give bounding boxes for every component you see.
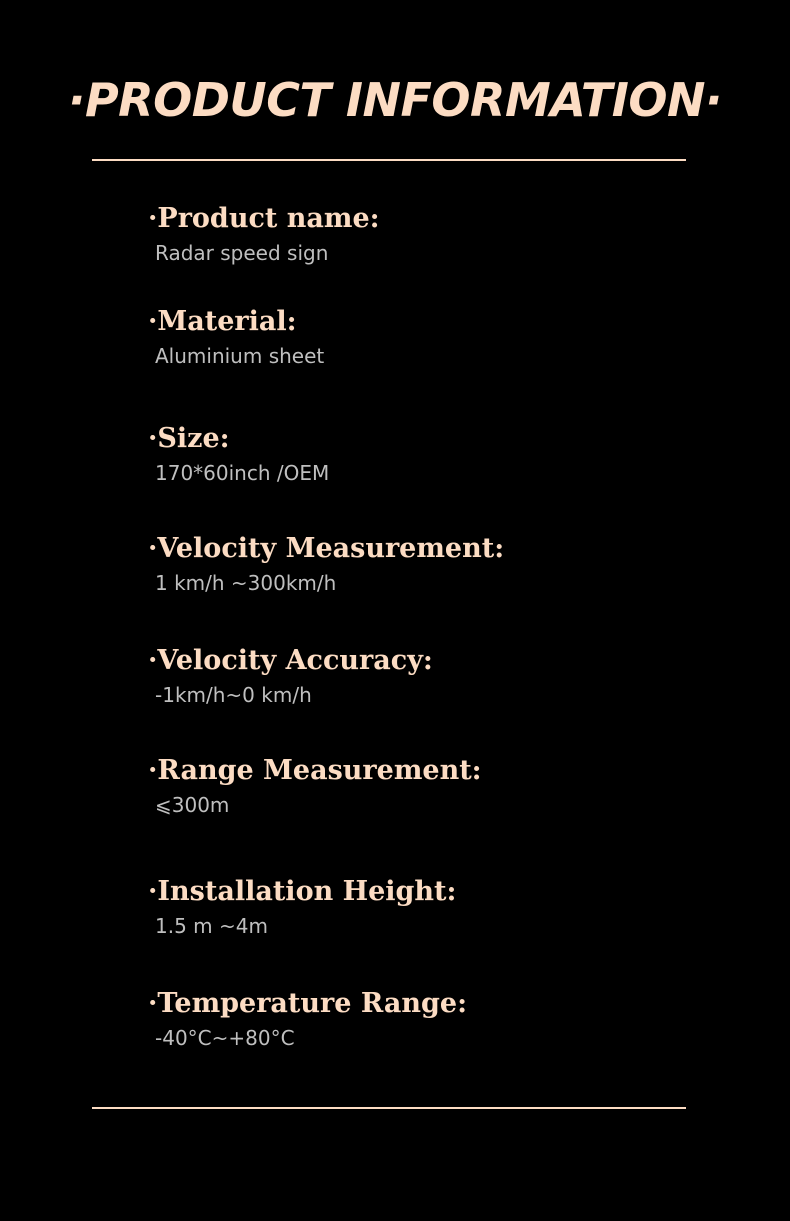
spec-label: ·Size:	[148, 423, 230, 454]
spec-product-name	[148, 202, 708, 266]
spec-label: ·Material:	[148, 306, 297, 337]
spec-label: ·Velocity Measurement:	[148, 533, 505, 564]
spec-range-measurement	[148, 754, 708, 818]
spec-value: 170*60inch /OEM	[155, 461, 330, 485]
spec-installation-height	[148, 875, 708, 939]
spec-label: ·Velocity Accuracy:	[148, 645, 433, 676]
spec-velocity-measurement	[148, 532, 708, 596]
spec-value: Aluminium sheet	[155, 344, 325, 368]
divider-bottom	[92, 1107, 686, 1109]
spec-label: ·Temperature Range:	[148, 988, 468, 1019]
divider-top	[92, 159, 686, 161]
spec-temperature-range	[148, 987, 708, 1051]
spec-material	[148, 305, 708, 369]
spec-value: -40°C~+80°C	[155, 1026, 295, 1050]
spec-value: 1 km/h ~300km/h	[155, 571, 337, 595]
spec-value: Radar speed sign	[155, 241, 329, 265]
spec-label: ·Range Measurement:	[148, 755, 482, 786]
spec-label: ·Installation Height:	[148, 876, 457, 907]
spec-velocity-accuracy	[148, 644, 708, 708]
spec-value: 1.5 m ~4m	[155, 914, 268, 938]
spec-value: -1km/h~0 km/h	[155, 683, 312, 707]
spec-value: ⩽300m	[155, 793, 230, 817]
spec-size	[148, 422, 708, 486]
page-title: ·PRODUCT INFORMATION·	[67, 73, 722, 127]
spec-label: ·Product name:	[148, 203, 380, 234]
